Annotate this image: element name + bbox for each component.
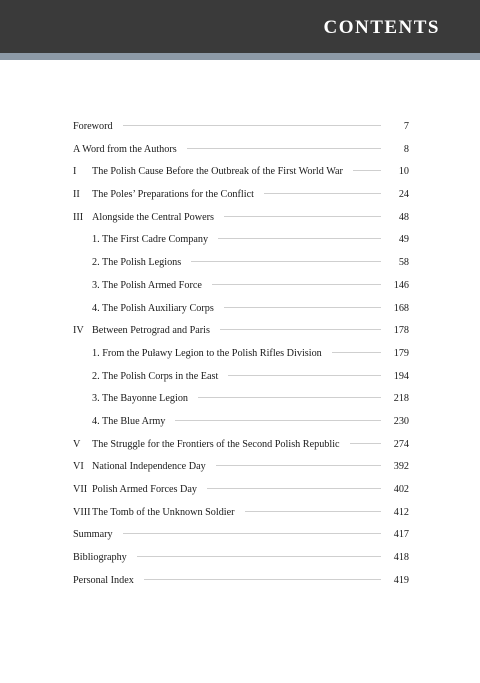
toc-leader-line bbox=[123, 533, 381, 534]
toc-entry[interactable] bbox=[73, 416, 409, 439]
toc-entry-page: 417 bbox=[393, 529, 409, 541]
toc-entry-title: 2. The Polish Corps in the East bbox=[92, 370, 219, 382]
toc-entry-number: VI bbox=[73, 461, 84, 473]
toc-leader-line bbox=[353, 170, 381, 171]
toc-leader-line bbox=[187, 148, 381, 149]
toc-entry-page: 49 bbox=[398, 234, 409, 246]
toc-leader-line bbox=[212, 284, 381, 285]
toc-entry-number: IV bbox=[73, 325, 84, 337]
toc-leader-line bbox=[137, 556, 381, 557]
toc-leader-line bbox=[224, 307, 381, 308]
toc-entry-page: 168 bbox=[393, 302, 409, 314]
toc-entry-title: The Polish Cause Before the Outbreak of the First World War bbox=[92, 166, 343, 178]
toc-leader-line bbox=[198, 397, 381, 398]
toc-entry-page: 218 bbox=[393, 393, 409, 405]
toc-entry-page: 402 bbox=[393, 484, 409, 495]
toc-entry[interactable] bbox=[73, 552, 409, 575]
toc-entry[interactable] bbox=[73, 166, 409, 189]
toc-entry-page: 178 bbox=[393, 325, 409, 337]
toc-leader-line bbox=[245, 511, 381, 512]
toc-entry-title: The Struggle for the Frontiers of the Second Polish Republic bbox=[92, 438, 340, 450]
toc-entry-page: 8 bbox=[403, 143, 409, 155]
toc-leader-line bbox=[220, 329, 381, 330]
toc-entry-title: Alongside the Central Powers bbox=[92, 211, 214, 223]
toc-entry-number: II bbox=[73, 189, 80, 201]
toc-entry-title: Polish Armed Forces Day bbox=[92, 484, 197, 495]
toc-entry-page: 24 bbox=[398, 189, 409, 201]
toc-leader-line bbox=[144, 579, 381, 580]
toc-entry[interactable] bbox=[73, 575, 409, 598]
toc-entry-title: 4. The Blue Army bbox=[92, 415, 166, 427]
toc-entry[interactable] bbox=[73, 507, 409, 530]
toc-entry-number: VIII bbox=[73, 506, 91, 518]
toc-entry-title: 3. The Bayonne Legion bbox=[92, 393, 189, 405]
toc-entry-title: The Poles’ Preparations for the Conflict bbox=[92, 189, 254, 201]
toc-entry-page: 412 bbox=[393, 506, 409, 518]
toc-leader-line bbox=[207, 488, 381, 489]
toc-entry[interactable] bbox=[73, 303, 409, 326]
toc-leader-line bbox=[228, 375, 381, 376]
page-title: CONTENTS bbox=[323, 17, 440, 38]
toc-entry-page: 7 bbox=[403, 121, 409, 132]
toc-entry-title: National Independence Day bbox=[92, 461, 206, 473]
toc-leader-line bbox=[224, 216, 381, 217]
toc-entry[interactable] bbox=[73, 280, 409, 303]
toc-entry[interactable] bbox=[73, 371, 409, 394]
toc-entry-title: Foreword bbox=[73, 121, 113, 132]
toc-entry-page: 194 bbox=[393, 370, 409, 382]
toc-entry-title: 3. The Polish Armed Force bbox=[92, 279, 202, 291]
toc-entry-title: 1. From the Puławy Legion to the Polish Rifles Division bbox=[92, 347, 322, 359]
toc-entry[interactable] bbox=[73, 439, 409, 462]
table-of-contents bbox=[73, 121, 409, 597]
toc-entry-page: 58 bbox=[398, 257, 409, 269]
toc-leader-line bbox=[350, 443, 381, 444]
toc-entry[interactable] bbox=[73, 325, 409, 348]
toc-entry-number: III bbox=[73, 211, 84, 223]
toc-entry-title: 1. The First Cadre Company bbox=[92, 234, 209, 246]
toc-entry-page: 10 bbox=[398, 166, 409, 178]
toc-leader-line bbox=[264, 193, 381, 194]
toc-entry-number: I bbox=[73, 166, 77, 178]
toc-entry-title: Summary bbox=[73, 529, 113, 541]
toc-entry[interactable] bbox=[73, 144, 409, 167]
toc-leader-line bbox=[123, 125, 381, 126]
toc-entry-title: Personal Index bbox=[73, 574, 134, 586]
toc-entry-number: VII bbox=[73, 484, 88, 495]
toc-entry-number: V bbox=[73, 438, 81, 450]
toc-entry-page: 418 bbox=[393, 552, 409, 564]
toc-entry-page: 419 bbox=[393, 574, 409, 586]
toc-leader-line bbox=[175, 420, 381, 421]
toc-entry[interactable] bbox=[73, 189, 409, 212]
toc-leader-line bbox=[332, 352, 381, 353]
toc-entry[interactable] bbox=[73, 257, 409, 280]
toc-entry-title: 2. The Polish Legions bbox=[92, 257, 182, 269]
toc-entry[interactable] bbox=[73, 461, 409, 484]
toc-entry[interactable] bbox=[73, 393, 409, 416]
toc-leader-line bbox=[218, 238, 381, 239]
toc-entry[interactable] bbox=[73, 212, 409, 235]
toc-entry-page: 146 bbox=[393, 279, 409, 291]
toc-entry[interactable] bbox=[73, 529, 409, 552]
toc-entry-page: 48 bbox=[398, 211, 409, 223]
toc-entry[interactable] bbox=[73, 348, 409, 371]
toc-entry-title: Between Petrograd and Paris bbox=[92, 325, 210, 337]
toc-entry-title: Bibliography bbox=[73, 552, 127, 564]
toc-entry-title: 4. The Polish Auxiliary Corps bbox=[92, 302, 214, 314]
toc-entry[interactable] bbox=[73, 484, 409, 507]
toc-leader-line bbox=[191, 261, 381, 262]
toc-entry[interactable] bbox=[73, 234, 409, 257]
toc-entry[interactable] bbox=[73, 121, 409, 144]
header-stripe bbox=[0, 53, 480, 60]
toc-entry-page: 179 bbox=[393, 347, 409, 359]
toc-entry-title: A Word from the Authors bbox=[73, 143, 177, 155]
toc-entry-title: The Tomb of the Unknown Soldier bbox=[92, 506, 235, 518]
toc-leader-line bbox=[216, 465, 381, 466]
toc-entry-page: 274 bbox=[393, 438, 409, 450]
toc-entry-page: 392 bbox=[393, 461, 409, 473]
toc-entry-page: 230 bbox=[393, 415, 409, 427]
